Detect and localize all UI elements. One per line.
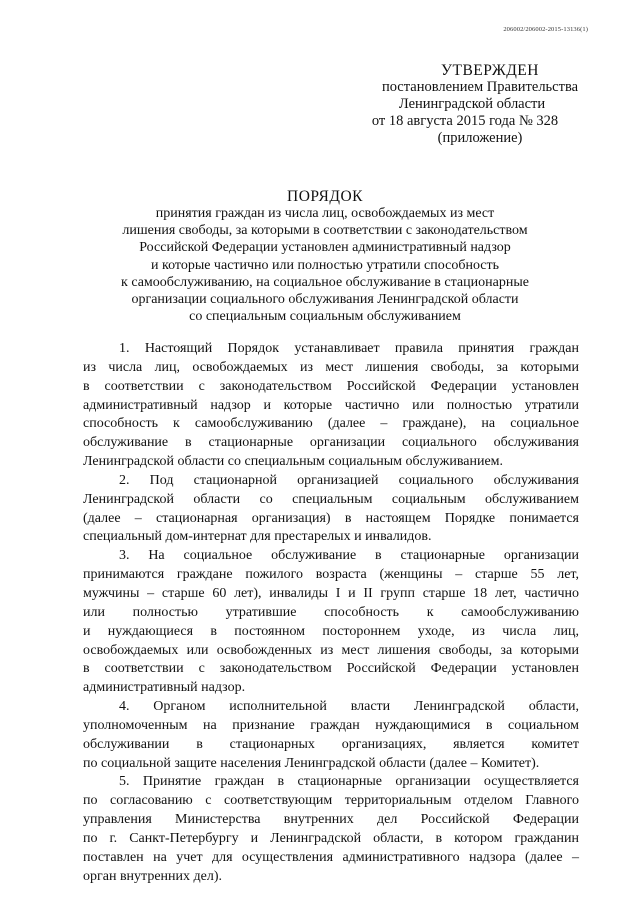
- document-subtitle: [80, 205, 570, 325]
- approval-block: [340, 62, 590, 147]
- text-line: принимаются граждане пожилого возраста (женщины – старше 55 лет,: [83, 567, 579, 583]
- subtitle-line: к самообслуживанию, на социальное обслуживание в стационарные: [121, 274, 529, 290]
- paragraph-5: [83, 773, 579, 886]
- paragraph-2: [83, 472, 579, 547]
- text-line: административный надзор.: [83, 680, 246, 696]
- text-line: 1. Настоящий Порядок устанавливает правила принятия граждан: [119, 341, 579, 356]
- approval-line: постановлением Правительства: [381, 79, 579, 95]
- text-line: мужчины – старше 60 лет), инвалиды I и II групп старше 18 лет, частично: [83, 585, 579, 601]
- document-title: ПОРЯДОК: [287, 188, 363, 205]
- text-line: по социальной защите населения Ленинградской области (далее – Комитет).: [83, 755, 540, 771]
- document-body: [83, 340, 579, 886]
- paragraph-3: [83, 547, 579, 698]
- text-line: Ленинградской области со специальным социальным обслуживанием: [83, 491, 579, 507]
- text-line: 2. Под стационарной организацией социального обслуживания: [119, 472, 579, 488]
- text-line: (далее – стационарная организация) в настоящем Порядке понимается: [83, 510, 579, 526]
- subtitle-line: организации социального обслуживания Ленинградской области: [131, 292, 519, 308]
- text-line: 5. Принятие граждан в стационарные организации осуществляется: [119, 774, 579, 790]
- text-line: 4. Органом исполнительной власти Ленинградской области,: [119, 699, 579, 715]
- approval-note: (приложение): [437, 130, 523, 146]
- text-line: специальный дом-интернат для престарелых и инвалидов.: [83, 529, 432, 545]
- subtitle-line: со специальным социальным обслуживанием: [189, 309, 461, 325]
- text-line: уполномоченным на признание граждан нуждающимися в социальном: [83, 717, 579, 733]
- text-line: способность к самообслуживанию (далее – граждане), на социальное: [83, 416, 579, 432]
- paragraph-1: [83, 340, 579, 472]
- text-line: 3. На социальное обслуживание в стационарные организации: [119, 548, 579, 564]
- text-line: и нуждающиеся в постоянном постороннем уходе, из числа лиц,: [83, 623, 579, 639]
- subtitle-line: Российской Федерации установлен административный надзор: [139, 240, 511, 256]
- text-line: административный надзор и которые частично или полностью утратили: [83, 397, 579, 413]
- text-line: в соответствии с законодательством Российской Федерации установлен: [83, 378, 579, 394]
- document-id: 206002/206002-2015-13136(1): [503, 26, 588, 33]
- text-line: освобождаемых или освобожденных из мест лишения свободы, за которыми: [83, 642, 579, 658]
- text-line: в соответствии с законодательством Российской Федерации установлен: [83, 661, 579, 677]
- text-line: по согласованию с соответствующим территориальным отделом Главного: [83, 793, 579, 809]
- text-line: поставлен на учет для осуществления административного надзора (далее –: [83, 849, 579, 865]
- subtitle-line: и которые частично или полностью утратили способность: [150, 257, 500, 273]
- text-line: обслуживание в стационарные организации социального обслуживания: [83, 435, 579, 451]
- subtitle-line: принятия граждан из числа лиц, освобождаемых из мест: [155, 206, 495, 221]
- text-line: орган внутренних дел).: [83, 868, 223, 884]
- approval-line: Ленинградской области: [398, 96, 546, 112]
- text-line: из числа лиц, освобождаемых из мест лишения свободы, за которыми: [83, 359, 579, 375]
- text-line: Ленинградской области со специальным социальным обслуживанием.: [83, 454, 504, 470]
- paragraph-4: [83, 698, 579, 773]
- subtitle-line: лишения свободы, за которыми в соответствии с законодательством: [122, 223, 528, 239]
- text-line: или полностью утратившие способность к самообслуживанию: [83, 604, 579, 620]
- text-line: управления Министерства внутренних дел Российской Федерации: [83, 812, 579, 828]
- approval-date: от 18 августа 2015 года № 328: [371, 113, 559, 129]
- approval-stamp: УТВЕРЖДЕН: [441, 62, 539, 79]
- text-line: обслуживании в стационарных организациях, является комитет: [83, 736, 579, 752]
- text-line: по г. Санкт-Петербургу и Ленинградской области, в котором гражданин: [83, 830, 579, 846]
